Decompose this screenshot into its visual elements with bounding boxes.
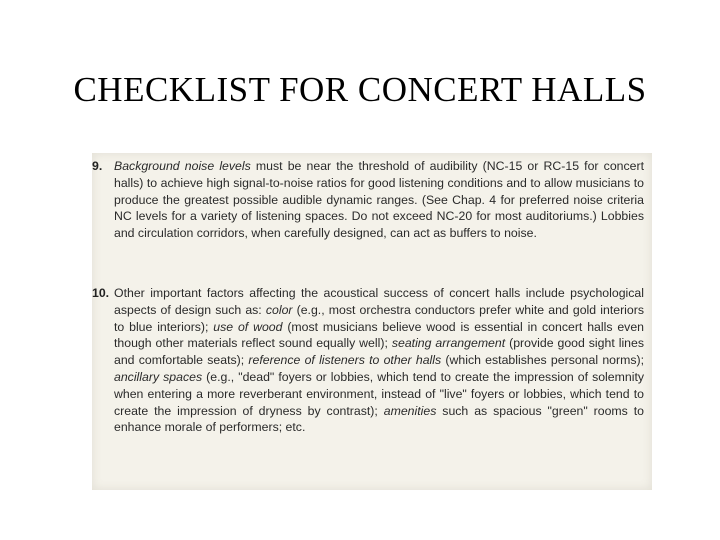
slide-title: CHECKLIST FOR CONCERT HALLS <box>73 70 647 109</box>
item-text-segment: (e.g., "dead" foyers or lobbies, which tend to create the impression of solemnity when entering a more reverberant environment, instead of "live" foyers or lobbies, which tend to create the impression of dryness by contrast); <box>114 369 645 418</box>
item-keyword: color <box>265 302 293 317</box>
item-text <box>114 285 644 436</box>
item-text <box>114 158 644 242</box>
item-text-segment: (which establishes personal norms); <box>441 353 645 368</box>
item-keyword: ancillary spaces <box>114 369 203 384</box>
item-keyword: use of wood <box>213 319 283 334</box>
item-number: 10. <box>92 286 110 300</box>
item-keyword: amenities <box>383 403 437 418</box>
item-text-segment: such as spacious "green" rooms to enhance morale of performers; etc. <box>114 403 644 435</box>
item-text-segment: (e.g., most orchestra conductors prefer white and gold interiors to blue interiors); <box>114 302 644 334</box>
scanned-text-excerpt <box>92 153 652 490</box>
item-number: 9. <box>92 159 103 173</box>
item-text-segment: Other important factors affecting the acoustical success of concert halls include psychological aspects of design such as: <box>114 286 644 317</box>
item-keyword: Background noise levels <box>114 159 251 173</box>
item-text-segment: must be near the threshold of audibility (NC-15 or RC-15 for concert halls) to achieve high signal-to-noise ratios for good listening conditions and to allow musicians to produce the greatest possible audible dynamic ranges. (See Chap. 4 for preferred noise criteria NC levels for a variety of listening spaces. Do not exceed NC-20 for most auditoriums.) Lobbies and circulation corridors, when carefully designed, can act as buffers to noise. <box>114 159 645 241</box>
item-keyword: seating arrangement <box>391 336 506 351</box>
item-text-segment: (most musicians believe wood is essential in concert halls even though other materials reflect sound equally well); <box>114 319 644 351</box>
item-text-segment: (provide good sight lines and comfortable seats); <box>114 336 644 368</box>
item-keyword: reference of listeners to other halls <box>248 353 442 368</box>
